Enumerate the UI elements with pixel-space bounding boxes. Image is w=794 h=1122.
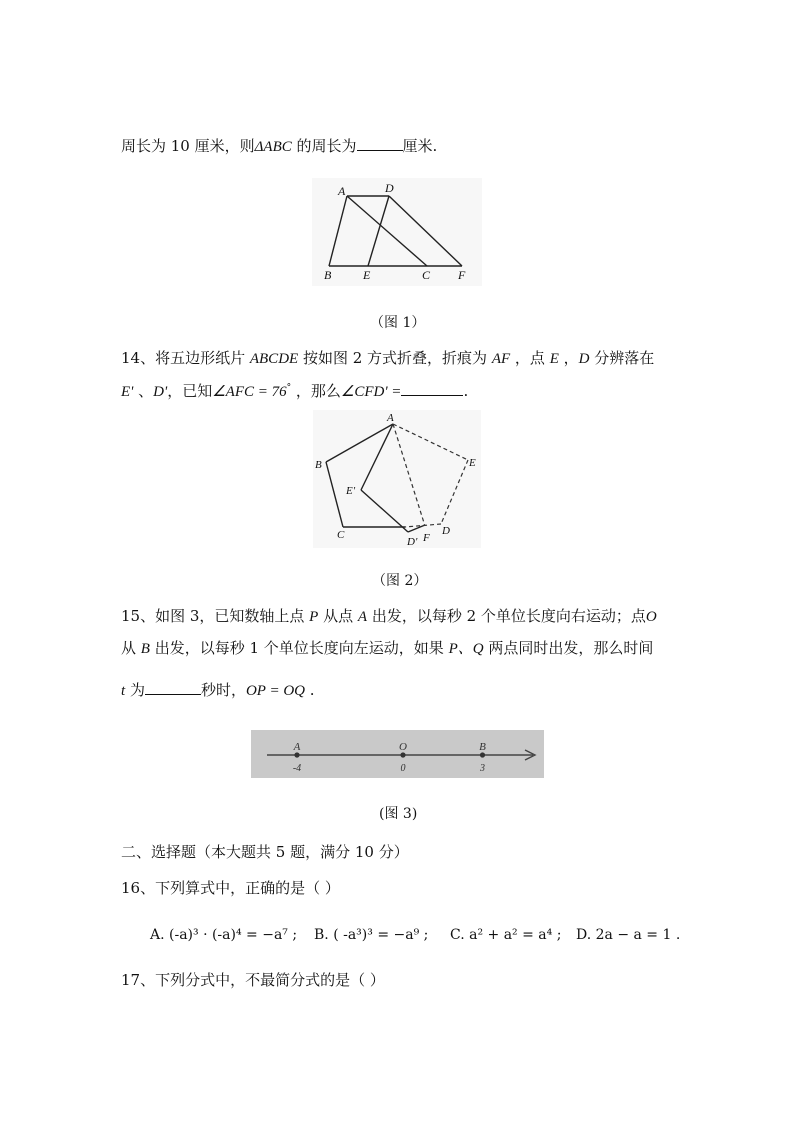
q15-equation: OP = OQ <box>245 683 305 699</box>
fig1-label-f: F <box>458 268 466 282</box>
q15-point-b: B <box>140 641 150 657</box>
fig2-label-e: E <box>469 457 476 469</box>
fig1-label-c: C <box>422 268 431 282</box>
fig1-label-a: A <box>338 184 346 198</box>
figure-2-caption: （图 2） <box>372 573 428 589</box>
number-line-point-o <box>400 752 405 757</box>
number-line-value-a: -4 <box>292 763 302 774</box>
fig2-label-b: B <box>315 459 322 471</box>
figure-2 <box>313 410 481 548</box>
q14-text: ，那么 <box>291 382 341 400</box>
fig1-label-b: B <box>324 268 332 282</box>
q13-suffix: 厘米. <box>402 137 438 155</box>
q15-line2 <box>121 638 653 659</box>
q13-triangle: ΔABC <box>254 139 292 155</box>
q14-point-e-prime: E' <box>121 384 134 400</box>
q15-point-a: A <box>357 609 368 625</box>
q14-line2 <box>121 378 468 402</box>
q14-point-d-prime: D' <box>153 384 168 400</box>
section-2-title: 二、选择题（本大题共 5 题，满分 10 分） <box>121 843 409 861</box>
q14-angle-cfd: ∠CFD' = <box>340 384 402 400</box>
q16-option-b[interactable]: B. ( -a³)³ = −a⁹ ; <box>314 927 429 943</box>
q14-point-e: E <box>549 351 559 367</box>
number-line-value-b: 3 <box>480 763 485 774</box>
q13-prefix: 周长为 10 厘米，则 <box>121 137 255 155</box>
number-line-value-o: 0 <box>400 763 406 774</box>
q14-text: 分辨落在 <box>589 349 655 367</box>
q15-point-p: P <box>309 609 319 625</box>
q16-option-a[interactable]: A. (-a)³ · (-a)⁴ = −a⁷ ; <box>150 927 298 943</box>
q16-option-d[interactable]: D. 2a − a = 1 . <box>576 927 681 943</box>
q14-angle-afc: ∠AFC = 76 <box>212 384 287 400</box>
q14-pentagon: ABCDE <box>249 351 299 367</box>
q14-text: 14、将五边形纸片 <box>121 349 250 367</box>
q14-line1 <box>121 348 654 369</box>
q13-answer-blank[interactable] <box>357 136 403 151</box>
figure-1-drawing <box>312 178 482 286</box>
q14-text: ，点 <box>510 349 550 367</box>
q15-text: 出发，以每秒 1 个单位长度向左运动，如果 <box>149 639 449 657</box>
q15-text: . <box>304 681 315 699</box>
q15-points-pq: P、Q <box>448 641 484 657</box>
q14-answer-blank[interactable] <box>401 381 463 396</box>
figure-1 <box>312 178 482 286</box>
fig2-label-d: D <box>442 525 450 537</box>
number-line-label-o: O <box>399 741 407 753</box>
number-line-label-a: A <box>293 741 301 753</box>
fig2-label-d-prime: D' <box>407 536 418 548</box>
figure-2-drawing <box>313 410 481 548</box>
q14-text: 、 <box>133 382 154 400</box>
q15-text: 为 <box>125 681 145 699</box>
q15-text: 两点同时出发，那么时间 <box>483 639 654 657</box>
q15-text: 15、如图 3，已知数轴上点 <box>121 607 310 625</box>
q14-text: ，已知 <box>167 382 213 400</box>
q15-text: 从点 <box>318 607 358 625</box>
q15-answer-blank[interactable] <box>145 680 201 695</box>
q14-text: 按如图 2 方式折叠，折痕为 <box>298 349 492 367</box>
q16-option-c[interactable]: C. a² + a² = a⁴ ; <box>450 927 562 943</box>
q15-text: 从 <box>121 639 141 657</box>
number-line <box>251 730 544 778</box>
q17-stem: 17、下列分式中，不最简分式的是（ ） <box>121 971 385 989</box>
q15-time: t <box>121 683 126 699</box>
number-line-point-a <box>294 752 299 757</box>
q16-stem: 16、下列算式中，正确的是（ ） <box>121 879 340 897</box>
figure-3 <box>251 730 544 778</box>
q13-line <box>121 136 437 157</box>
q14-text: . <box>463 382 469 400</box>
q15-text: 秒时， <box>200 681 246 699</box>
q13-middle: 的周长为 <box>291 137 357 155</box>
figure-3-caption: (图 3) <box>379 806 418 822</box>
q14-crease: AF <box>491 351 511 367</box>
figure-1-caption: （图 1） <box>370 315 426 331</box>
number-line-label-b: B <box>479 741 486 753</box>
q15-line3 <box>121 680 315 701</box>
q14-point-d: D <box>578 351 590 367</box>
fig2-label-f: F <box>423 532 430 544</box>
fig2-label-e-prime: E' <box>346 485 356 497</box>
fig1-label-d: D <box>385 181 394 195</box>
q15-text: 出发，以每秒 2 个单位长度向右运动；点 <box>367 607 646 625</box>
q14-text: ， <box>558 349 579 367</box>
number-line-point-b <box>480 752 485 757</box>
fig2-label-a: A <box>387 412 394 424</box>
fig1-label-e: E <box>363 268 371 282</box>
fig2-label-c: C <box>337 529 345 541</box>
q15-point-o: O <box>645 609 657 625</box>
q14-degree: ° <box>286 383 292 393</box>
q15-line1 <box>121 606 657 627</box>
